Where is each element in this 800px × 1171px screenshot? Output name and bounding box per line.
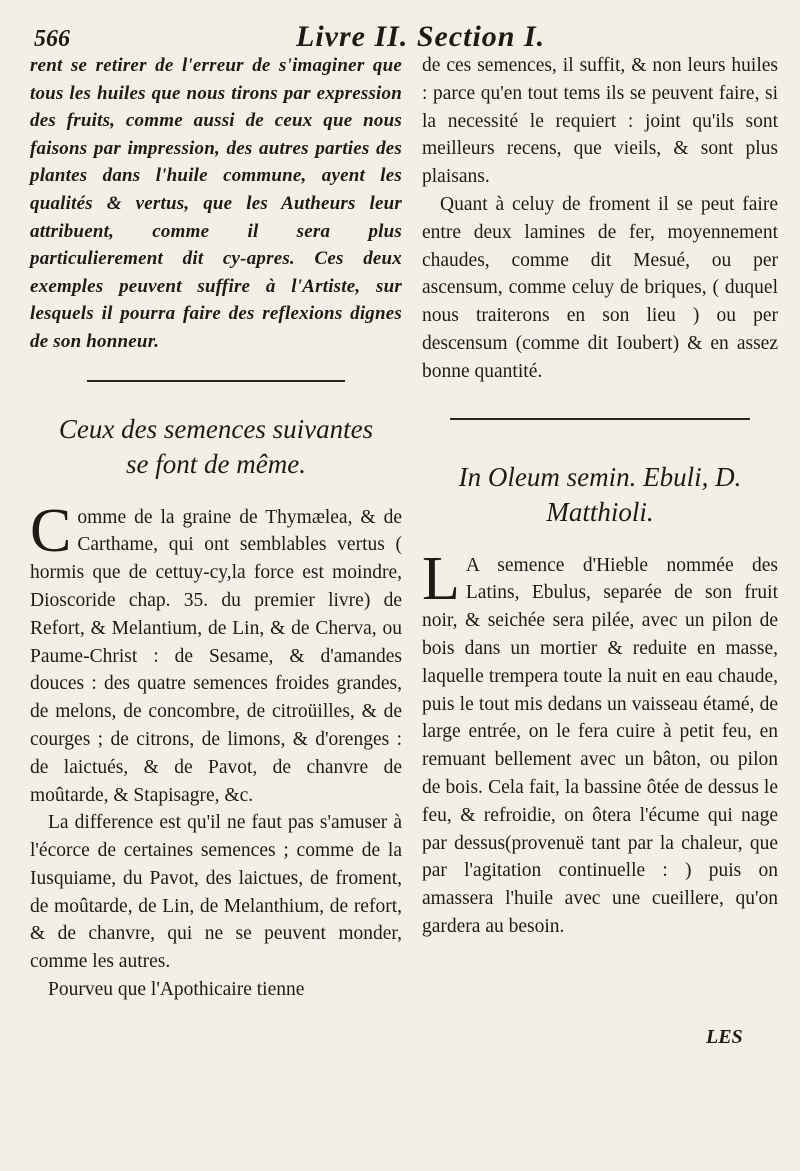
left-paragraph-3: Pourveu que l'Apothicaire tienne xyxy=(48,979,305,1001)
page-number: 566 xyxy=(34,26,70,52)
running-title: Livre II. Section I. xyxy=(296,20,546,53)
left-heading xyxy=(30,412,402,482)
catchword: LES xyxy=(706,1026,743,1048)
right-heading xyxy=(422,460,778,530)
left-heading-line1: Ceux des semences suivantes xyxy=(58,413,374,444)
left-heading-line2: se font de même. xyxy=(126,448,306,479)
left-continuation-text: rent se retirer de l'erreur de s'imaginer que tous les huiles que nous tirons par expression des fruits, comme aussi de ceux que nous faisons par impression, des autres parties des plantes dans l'huile commune, ayent les qualités & vertus, que les Autheurs leur attribuent, comme il sera plus particulierement dit cy-apres. Ces deux exemples peuvent suffire à l'Artiste, sur lesquels il pourra faire des reflexions dignes de son honneur. xyxy=(30,55,402,352)
right-column xyxy=(422,52,778,941)
right-continuation-text: de ces semences, il suffit, & non leurs huiles : parce qu'en tout tems ils se peuvent faire, si la necessité le requiert : joint qu'ils sont meilleurs recens, que vieils, & sont plus plaisans. xyxy=(422,55,778,188)
section-rule-left xyxy=(87,380,345,382)
left-para1-text: omme de la graine de Thymælea, & de Carthame, qui ont semblables vertus ( hormis que de cettuy-cy,la force est moindre, Dioscoride chap. 35. du premier livre) de Refort, & Melantium, de Lin, & de Cherva, ou Paume-Christ : de Sesame, & d'amandes douces : des quatre semences froides grandes, de melons, de concombre, de citroüilles, & de courges ; de citrons, de limons, & d'orenges : de laictués, & de Pavot, de chanvre de moûtarde, & Stapisagre, &c. xyxy=(30,506,402,806)
left-paragraph-1 xyxy=(30,496,402,810)
dropcap-l: L xyxy=(422,544,460,613)
right-heading-line2: Matthioli. xyxy=(546,496,654,527)
right-para3-text: A semence d'Hieble nommée des Latins, Ebulus, separée de son fruit noir, & seichée sera pilée, avec un pilon de bois dans un mortier & reduite en masse, laquelle trempera toute la nuit en eau chaude, puis le tout mis dedans un vaisseau étamé, de large entrée, on le fera cuire à petit feu, en remuant bellement avec un bâton, ou pilon de bois. Cela fait, la bassine ôtée de dessus le feu, & refroidie, on ôtera l'écume qui nage par dessus(provenuë tant par la chaleur, que par l'agitation continuelle : ) puis on amassera l'huile avec une cueillere, qu'on gardera au besoin. xyxy=(422,554,778,937)
right-heading-line1: In Oleum semin. Ebuli, D. xyxy=(458,461,742,492)
dropcap-c: C xyxy=(30,496,72,565)
right-paragraph-3 xyxy=(422,544,778,941)
right-paragraph-2: Quant à celuy de froment il se peut faire entre deux lamines de fer, moyennement chaudes, comme dit Mesué, ou per ascensum, comme celuy de briques, ( duquel nous traiterons en son lieu ) ou per descensum (comme dit Ioubert) & en assez bonne quantité. xyxy=(422,193,778,382)
section-rule-right xyxy=(450,418,750,420)
left-paragraph-2: La difference est qu'il ne faut pas s'amuser à l'écorce de certaines semences ; comme de la Iusquiame, du Pavot, des laictues, de froment, de moûtarde, de Lin, de Melanthium, de refort, & de chanvre, qui ne se peuvent monder, comme les autres. xyxy=(30,812,402,973)
left-column xyxy=(30,52,402,1004)
page-header xyxy=(26,20,774,54)
